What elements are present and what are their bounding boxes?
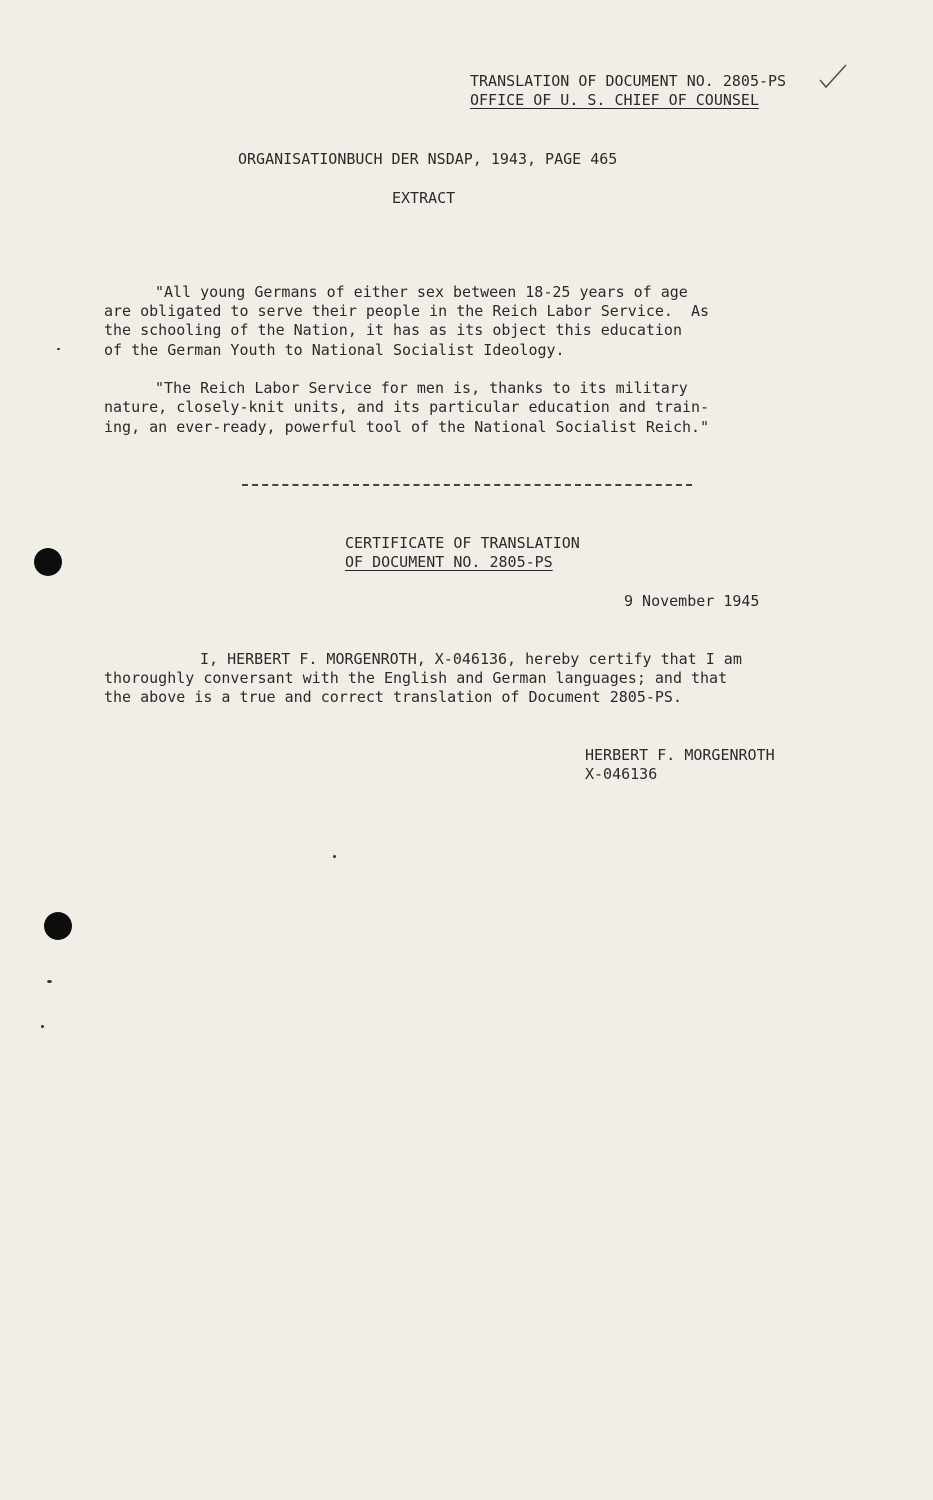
- dashed-divider: [242, 484, 692, 486]
- text-line: I, HERBERT F. MORGENROTH, X-046136, hereby certify that I am: [200, 650, 742, 668]
- text-line: nature, closely-knit units, and its particular education and train-: [104, 398, 710, 416]
- text-line: ing, an ever-ready, powerful tool of the National Socialist Reich.": [104, 418, 710, 436]
- punch-hole: [34, 548, 62, 576]
- signature-id: X-046136: [585, 765, 658, 783]
- text-line: are obligated to serve their people in the Reich Labor Service. As: [104, 302, 710, 320]
- text-line: thoroughly conversant with the English and German languages; and that: [104, 669, 728, 687]
- paper-mark: [333, 855, 336, 858]
- certificate-subheading: OF DOCUMENT NO. 2805-PS: [345, 553, 553, 571]
- paper-mark: [41, 1025, 44, 1028]
- text-line: "The Reich Labor Service for men is, thanks to its military: [155, 379, 688, 397]
- checkmark-icon: [818, 62, 848, 92]
- paper-mark: [47, 980, 52, 983]
- document-title: ORGANISATIONBUCH DER NSDAP, 1943, PAGE 465: [238, 150, 618, 168]
- text-line: of the German Youth to National Socialist Ideology.: [104, 341, 565, 359]
- text-line: the above is a true and correct translation of Document 2805-PS.: [104, 688, 682, 706]
- punch-hole: [44, 912, 72, 940]
- text-line: "All young Germans of either sex between 18-25 years of age: [155, 283, 688, 301]
- header-office-line: OFFICE OF U. S. CHIEF OF COUNSEL: [470, 91, 759, 109]
- document-subtitle: EXTRACT: [392, 189, 456, 207]
- signature-name: HERBERT F. MORGENROTH: [585, 746, 775, 764]
- header-translation-line: TRANSLATION OF DOCUMENT NO. 2805-PS: [470, 72, 787, 90]
- certificate-date: 9 November 1945: [624, 592, 760, 610]
- text-line: the schooling of the Nation, it has as its object this education: [104, 321, 682, 339]
- certificate-heading: CERTIFICATE OF TRANSLATION: [345, 534, 580, 552]
- paper-mark: [57, 348, 60, 350]
